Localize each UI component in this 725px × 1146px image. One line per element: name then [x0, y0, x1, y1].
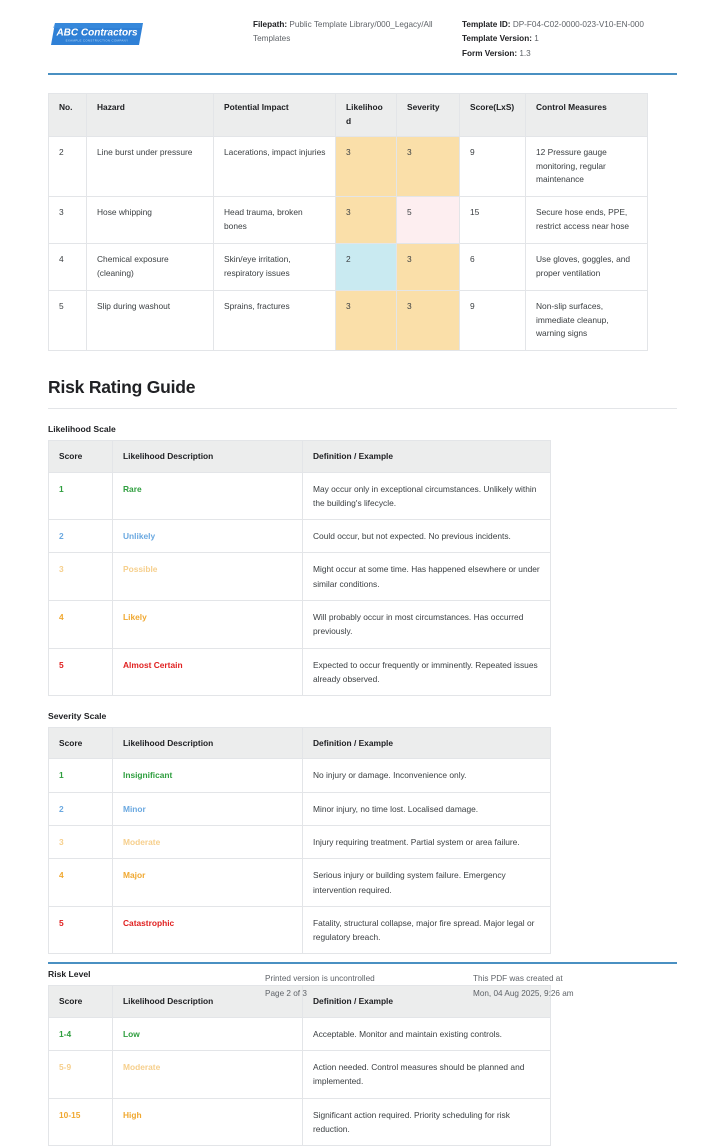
- likelihood-scale-table: [48, 440, 551, 696]
- risk-level-caption: Risk Level: [48, 969, 91, 980]
- col-no: No.: [49, 94, 87, 137]
- company-logo: [48, 20, 146, 52]
- table-row: [49, 553, 551, 601]
- svg-text:EXAMPLE CONSTRUCTION COMPANY: EXAMPLE CONSTRUCTION COMPANY: [65, 38, 129, 43]
- table-row: [49, 792, 551, 825]
- cell-definition: Could occur, but not expected. No previous incidents.: [303, 520, 551, 553]
- footer-divider: [48, 962, 677, 964]
- cell-likelihood: 2: [336, 244, 397, 291]
- table-row: [49, 290, 648, 351]
- table-row: [49, 859, 551, 907]
- cell-likelihood: 3: [336, 136, 397, 197]
- cell-definition: May occur only in exceptional circumstances. Unlikely within the building's lifecycle.: [303, 472, 551, 520]
- cell-description: Unlikely: [113, 520, 303, 553]
- cell-score: 4: [49, 601, 113, 649]
- col-score: Score: [49, 728, 113, 759]
- cell-no: 2: [49, 136, 87, 197]
- severity-scale-container: [48, 727, 551, 954]
- table-row: [49, 826, 551, 859]
- cell-score: 1: [49, 472, 113, 520]
- cell-description: Insignificant: [113, 759, 303, 792]
- cell-score: 5-9: [49, 1050, 113, 1098]
- cell-no: 4: [49, 244, 87, 291]
- risk-assessment-table-container: [48, 93, 648, 351]
- cell-description: Major: [113, 859, 303, 907]
- cell-hazard: Chemical exposure (cleaning): [87, 244, 214, 291]
- cell-definition: Serious injury or building system failure. Emergency intervention required.: [303, 859, 551, 907]
- logo-container: [48, 14, 253, 52]
- table-row: [49, 1050, 551, 1098]
- cell-description: Almost Certain: [113, 648, 303, 696]
- logo-icon: [48, 20, 146, 52]
- table-header-row: [49, 728, 551, 759]
- cell-score: 1-4: [49, 1017, 113, 1050]
- likelihood-scale-caption: Likelihood Scale: [48, 424, 116, 435]
- table-row: [49, 759, 551, 792]
- cell-controls: 12 Pressure gauge monitoring, regular maintenance: [526, 136, 648, 197]
- cell-controls: Non-slip surfaces, immediate cleanup, warning signs: [526, 290, 648, 351]
- cell-definition: Action needed. Control measures should be planned and implemented.: [303, 1050, 551, 1098]
- cell-definition: Expected to occur frequently or imminently. Repeated issues already observed.: [303, 648, 551, 696]
- cell-no: 5: [49, 290, 87, 351]
- cell-likelihood: 3: [336, 197, 397, 244]
- template-version-label: Template Version:: [462, 34, 532, 44]
- likelihood-scale-container: [48, 440, 551, 696]
- severity-scale-caption: Severity Scale: [48, 711, 107, 722]
- template-id-label: Template ID:: [462, 20, 511, 29]
- cell-score: 3: [49, 553, 113, 601]
- cell-score: 4: [49, 859, 113, 907]
- table-row: [49, 472, 551, 520]
- cell-hazard: Hose whipping: [87, 197, 214, 244]
- cell-score: 2: [49, 520, 113, 553]
- cell-description: Moderate: [113, 1050, 303, 1098]
- template-version-row: [462, 32, 680, 46]
- footer-uncontrolled-note: Printed version is uncontrolled: [265, 974, 375, 983]
- form-version-value: 1.3: [519, 48, 531, 58]
- cell-definition: Might occur at some time. Has happened elsewhere or under similar conditions.: [303, 553, 551, 601]
- cell-hazard: Line burst under pressure: [87, 136, 214, 197]
- cell-definition: Injury requiring treatment. Partial system or area failure.: [303, 826, 551, 859]
- col-hazard: Hazard: [87, 94, 214, 137]
- page-title: Risk Rating Guide: [48, 377, 196, 398]
- table-row: [49, 648, 551, 696]
- risk-assessment-table: [48, 93, 648, 351]
- cell-score: 9: [460, 290, 526, 351]
- footer-page-number: Page 2 of 3: [265, 989, 307, 999]
- cell-hazard: Slip during washout: [87, 290, 214, 351]
- form-version-label: Form Version:: [462, 48, 518, 58]
- table-row: [49, 906, 551, 954]
- cell-description: Catastrophic: [113, 906, 303, 954]
- col-score: Score: [49, 441, 113, 472]
- risk-level-table: [48, 985, 551, 1146]
- cell-description: Moderate: [113, 826, 303, 859]
- cell-description: Likely: [113, 601, 303, 649]
- col-score: Score: [49, 986, 113, 1017]
- cell-definition: Acceptable. Monitor and maintain existing controls.: [303, 1017, 551, 1050]
- cell-score: 1: [49, 759, 113, 792]
- cell-severity: 5: [397, 197, 460, 244]
- cell-score: 15: [460, 197, 526, 244]
- section-divider: [48, 408, 677, 409]
- cell-likelihood: 3: [336, 290, 397, 351]
- cell-score: 10-15: [49, 1098, 113, 1146]
- table-row: [49, 1017, 551, 1050]
- cell-definition: Will probably occur in most circumstances. Has occurred previously.: [303, 601, 551, 649]
- col-likelihood: Likelihood: [336, 94, 397, 137]
- header-filepath-block: [253, 14, 462, 47]
- col-potential-impact: Potential Impact: [214, 94, 336, 137]
- document-footer: [0, 971, 725, 1001]
- footer-right-block: [473, 971, 574, 1001]
- table-row: [49, 197, 648, 244]
- col-control-measures: Control Measures: [526, 94, 648, 137]
- col-score: Score(LxS): [460, 94, 526, 137]
- cell-controls: Secure hose ends, PPE, restrict access near hose: [526, 197, 648, 244]
- table-row: [49, 520, 551, 553]
- cell-severity: 3: [397, 244, 460, 291]
- footer-created-timestamp: Mon, 04 Aug 2025, 9:26 am: [473, 989, 574, 999]
- cell-description: Minor: [113, 792, 303, 825]
- table-header-row: [49, 441, 551, 472]
- cell-score: 6: [460, 244, 526, 291]
- cell-description: Possible: [113, 553, 303, 601]
- table-row: [49, 1098, 551, 1146]
- footer-left-block: [265, 971, 473, 1001]
- cell-definition: Fatality, structural collapse, major fire spread. Major legal or regulatory breach.: [303, 906, 551, 954]
- table-header-row: [49, 94, 648, 137]
- col-definition: Definition / Example: [303, 986, 551, 1017]
- document-header: [0, 0, 725, 61]
- cell-description: Low: [113, 1017, 303, 1050]
- header-meta-block: [462, 14, 680, 61]
- cell-score: 3: [49, 826, 113, 859]
- cell-impact: Head trauma, broken bones: [214, 197, 336, 244]
- table-row: [49, 601, 551, 649]
- col-description: Likelihood Description: [113, 728, 303, 759]
- filepath-label: Filepath:: [253, 20, 288, 29]
- col-description: Likelihood Description: [113, 986, 303, 1017]
- severity-scale-table: [48, 727, 551, 954]
- template-version-value: 1: [534, 34, 539, 44]
- col-description: Likelihood Description: [113, 441, 303, 472]
- cell-severity: 3: [397, 136, 460, 197]
- col-definition: Definition / Example: [303, 441, 551, 472]
- cell-severity: 3: [397, 290, 460, 351]
- cell-score: 5: [49, 648, 113, 696]
- risk-level-container: [48, 985, 551, 1146]
- cell-definition: Minor injury, no time lost. Localised damage.: [303, 792, 551, 825]
- cell-score: 2: [49, 792, 113, 825]
- svg-text:ABC Contractors: ABC Contractors: [56, 27, 138, 39]
- table-row: [49, 136, 648, 197]
- cell-definition: Significant action required. Priority scheduling for risk reduction.: [303, 1098, 551, 1146]
- cell-score: 9: [460, 136, 526, 197]
- cell-score: 5: [49, 906, 113, 954]
- filepath-value: Public Template Library/000_Legacy/All Templates: [253, 20, 433, 44]
- cell-description: Rare: [113, 472, 303, 520]
- col-definition: Definition / Example: [303, 728, 551, 759]
- cell-description: High: [113, 1098, 303, 1146]
- cell-no: 3: [49, 197, 87, 244]
- form-version-row: [462, 47, 680, 61]
- table-row: [49, 244, 648, 291]
- cell-definition: No injury or damage. Inconvenience only.: [303, 759, 551, 792]
- footer-created-label: This PDF was created at: [473, 974, 563, 983]
- cell-impact: Sprains, fractures: [214, 290, 336, 351]
- cell-impact: Lacerations, impact injuries: [214, 136, 336, 197]
- col-severity: Severity: [397, 94, 460, 137]
- template-id-value: DP-F04-C02-0000-023-V10-EN-000: [512, 20, 644, 29]
- template-id-row: [462, 18, 680, 32]
- cell-controls: Use gloves, goggles, and proper ventilation: [526, 244, 648, 291]
- cell-impact: Skin/eye irritation, respiratory issues: [214, 244, 336, 291]
- header-divider: [48, 73, 677, 75]
